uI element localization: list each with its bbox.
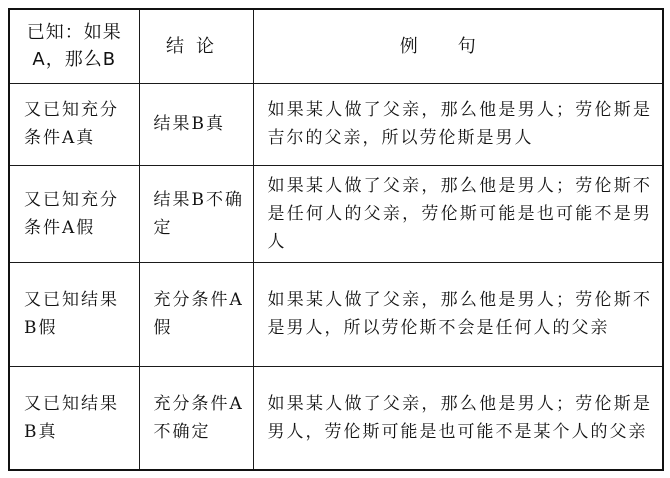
cell-known: 又已知充分条件A真 [9, 83, 139, 165]
table-row [9, 165, 663, 262]
table-row [9, 262, 663, 366]
logic-table-container [8, 8, 662, 469]
table-header-row [9, 9, 663, 83]
cell-known: 又已知结果B真 [9, 366, 139, 470]
cell-conclusion: 结果B真 [139, 83, 253, 165]
cell-example: 如果某人做了父亲，那么他是男人；劳伦斯是吉尔的父亲，所以劳伦斯是男人 [253, 83, 663, 165]
table-row [9, 366, 663, 470]
cell-example: 如果某人做了父亲，那么他是男人；劳伦斯是男人，劳伦斯可能是也可能不是某个人的父亲 [253, 366, 663, 470]
table-row [9, 83, 663, 165]
header-known: 已知：如果A，那么B [9, 9, 139, 83]
cell-conclusion: 充分条件A假 [139, 262, 253, 366]
cell-known: 又已知充分条件A假 [9, 165, 139, 262]
cell-conclusion: 充分条件A不确定 [139, 366, 253, 470]
cell-known: 又已知结果B假 [9, 262, 139, 366]
logic-table [8, 8, 664, 471]
cell-example: 如果某人做了父亲，那么他是男人；劳伦斯不是男人，所以劳伦斯不会是任何人的父亲 [253, 262, 663, 366]
cell-conclusion: 结果B不确定 [139, 165, 253, 262]
header-conclusion: 结论 [139, 9, 253, 83]
cell-example: 如果某人做了父亲，那么他是男人；劳伦斯不是任何人的父亲，劳伦斯可能是也可能不是男人 [253, 165, 663, 262]
header-example: 例句 [253, 9, 663, 83]
